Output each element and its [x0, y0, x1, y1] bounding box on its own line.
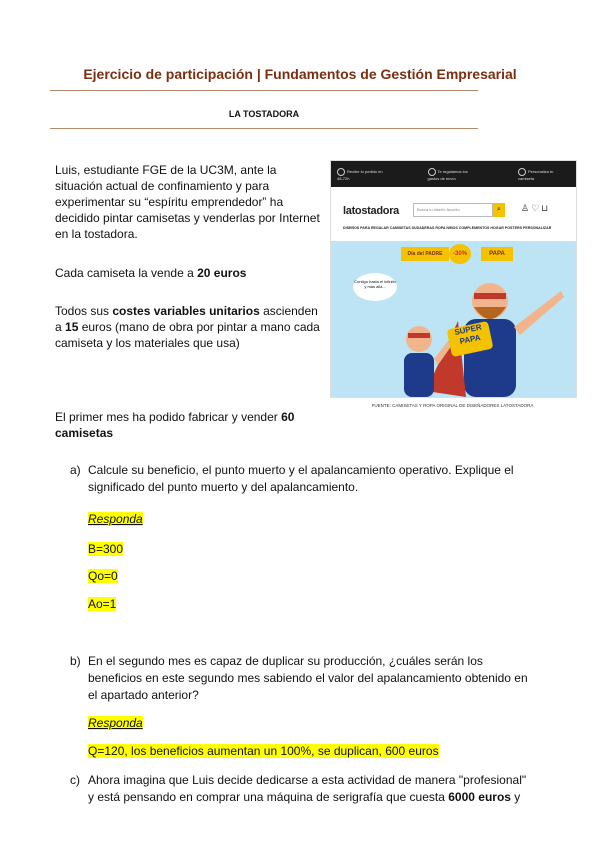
kid-mask	[408, 333, 430, 338]
question-c-text: Ahora imagina que Luis decide dedicarse a esta actividad de manera "profesional" y está pensando en comprar una máquina de serigrafía que cuesta 6000 euros y	[88, 773, 527, 804]
price-paragraph: Cada camiseta la vende a 20 euros	[55, 266, 247, 280]
shop-navbar: DISEÑOS PARA REGALAR CAMISETAS SUDADERAS ROPA NIÑOS COMPLEMENTOS HOGAR POSTERS PERSONALIZAR	[343, 226, 552, 230]
shirt-icon	[518, 168, 526, 176]
dad-arm	[514, 291, 564, 335]
user-icon: ♙	[521, 203, 532, 213]
truck-icon	[337, 168, 345, 176]
costs-paragraph: Todos sus costes variables unitarios ascienden a 15 euros (mano de obra por pintar a mano cada camiseta y los materiales que usa)	[55, 304, 320, 350]
answer-b-label: Responda	[88, 716, 143, 730]
shop-search-input: Busca tu diseño favorito	[413, 203, 493, 217]
units-paragraph: El primer mes ha podido fabricar y vender 60 camisetas	[55, 410, 295, 440]
promo-papa: PAPA	[481, 247, 513, 261]
question-c-letter: c)	[70, 773, 80, 787]
discount-badge: -30%	[449, 244, 471, 264]
super-papa-badge: SUPER PAPA	[447, 321, 494, 357]
search-icon: ⌕	[493, 203, 505, 217]
kid-head	[406, 326, 432, 352]
question-a-letter: a)	[70, 463, 81, 477]
topbar-item: Recibe tu pedido en 48-72h	[337, 168, 383, 181]
section-subtitle: LA TOSTADORA	[228, 109, 300, 119]
shop-logo: latostadora	[343, 205, 399, 217]
gift-icon	[428, 168, 436, 176]
question-b-letter: b)	[70, 654, 81, 668]
dad-mask	[474, 293, 506, 299]
question-b-text: En el segundo mes es capaz de duplicar su producción, ¿cuáles serán los beneficios en este segundo mes sabiendo el valor del apalancamiento obtenido en el apartado anterior?	[88, 654, 528, 702]
answer-a-2: Qo=0	[88, 569, 118, 583]
question-a-text: Calcule su beneficio, el punto muerto y el apalancamiento operativo. Explique el significado del punto muerto y del apalancamiento.	[88, 463, 514, 494]
title-divider	[50, 90, 478, 91]
subtitle-divider	[50, 128, 478, 129]
answer-a-1: B=300	[88, 542, 124, 556]
image-caption: FUENTE: CAMISETAS Y ROPA ORIGINAL DE DISEÑADORES LATOSTADORA	[371, 403, 534, 408]
kid-shirt	[404, 353, 434, 397]
document-title: Ejercicio de participación | Fundamentos de Gestión Empresarial	[83, 66, 517, 82]
speech-bubble: Contigo hasta el infinito y más allá...	[353, 273, 397, 301]
topbar-item: Te regalamos los gastos de envío	[427, 168, 468, 181]
intro-paragraph: Luis, estudiante FGE de la UC3M, ante la situación actual de confinamiento y para experimentar su “espíritu emprendedor” ha decidido pintar camisetas y venderlas por Internet en la tostadora.	[55, 163, 320, 241]
answer-b-1: Q=120, los beneficios aumentan un 100%, se duplican, 600 euros	[88, 744, 439, 758]
latostadora-screenshot	[330, 160, 577, 398]
dad-beard	[474, 307, 506, 319]
account-icons	[521, 203, 550, 214]
promo-banner	[331, 241, 576, 397]
promo-label: Día del PADRE	[401, 247, 449, 261]
topbar-item: Personaliza tu camiseta	[518, 168, 554, 181]
answer-a-3: Ao=1	[88, 597, 117, 611]
cart-icon: ⊔	[541, 203, 551, 213]
answer-a-label: Responda	[88, 512, 143, 526]
heart-icon: ♡	[531, 203, 542, 213]
shop-topbar	[331, 161, 576, 187]
